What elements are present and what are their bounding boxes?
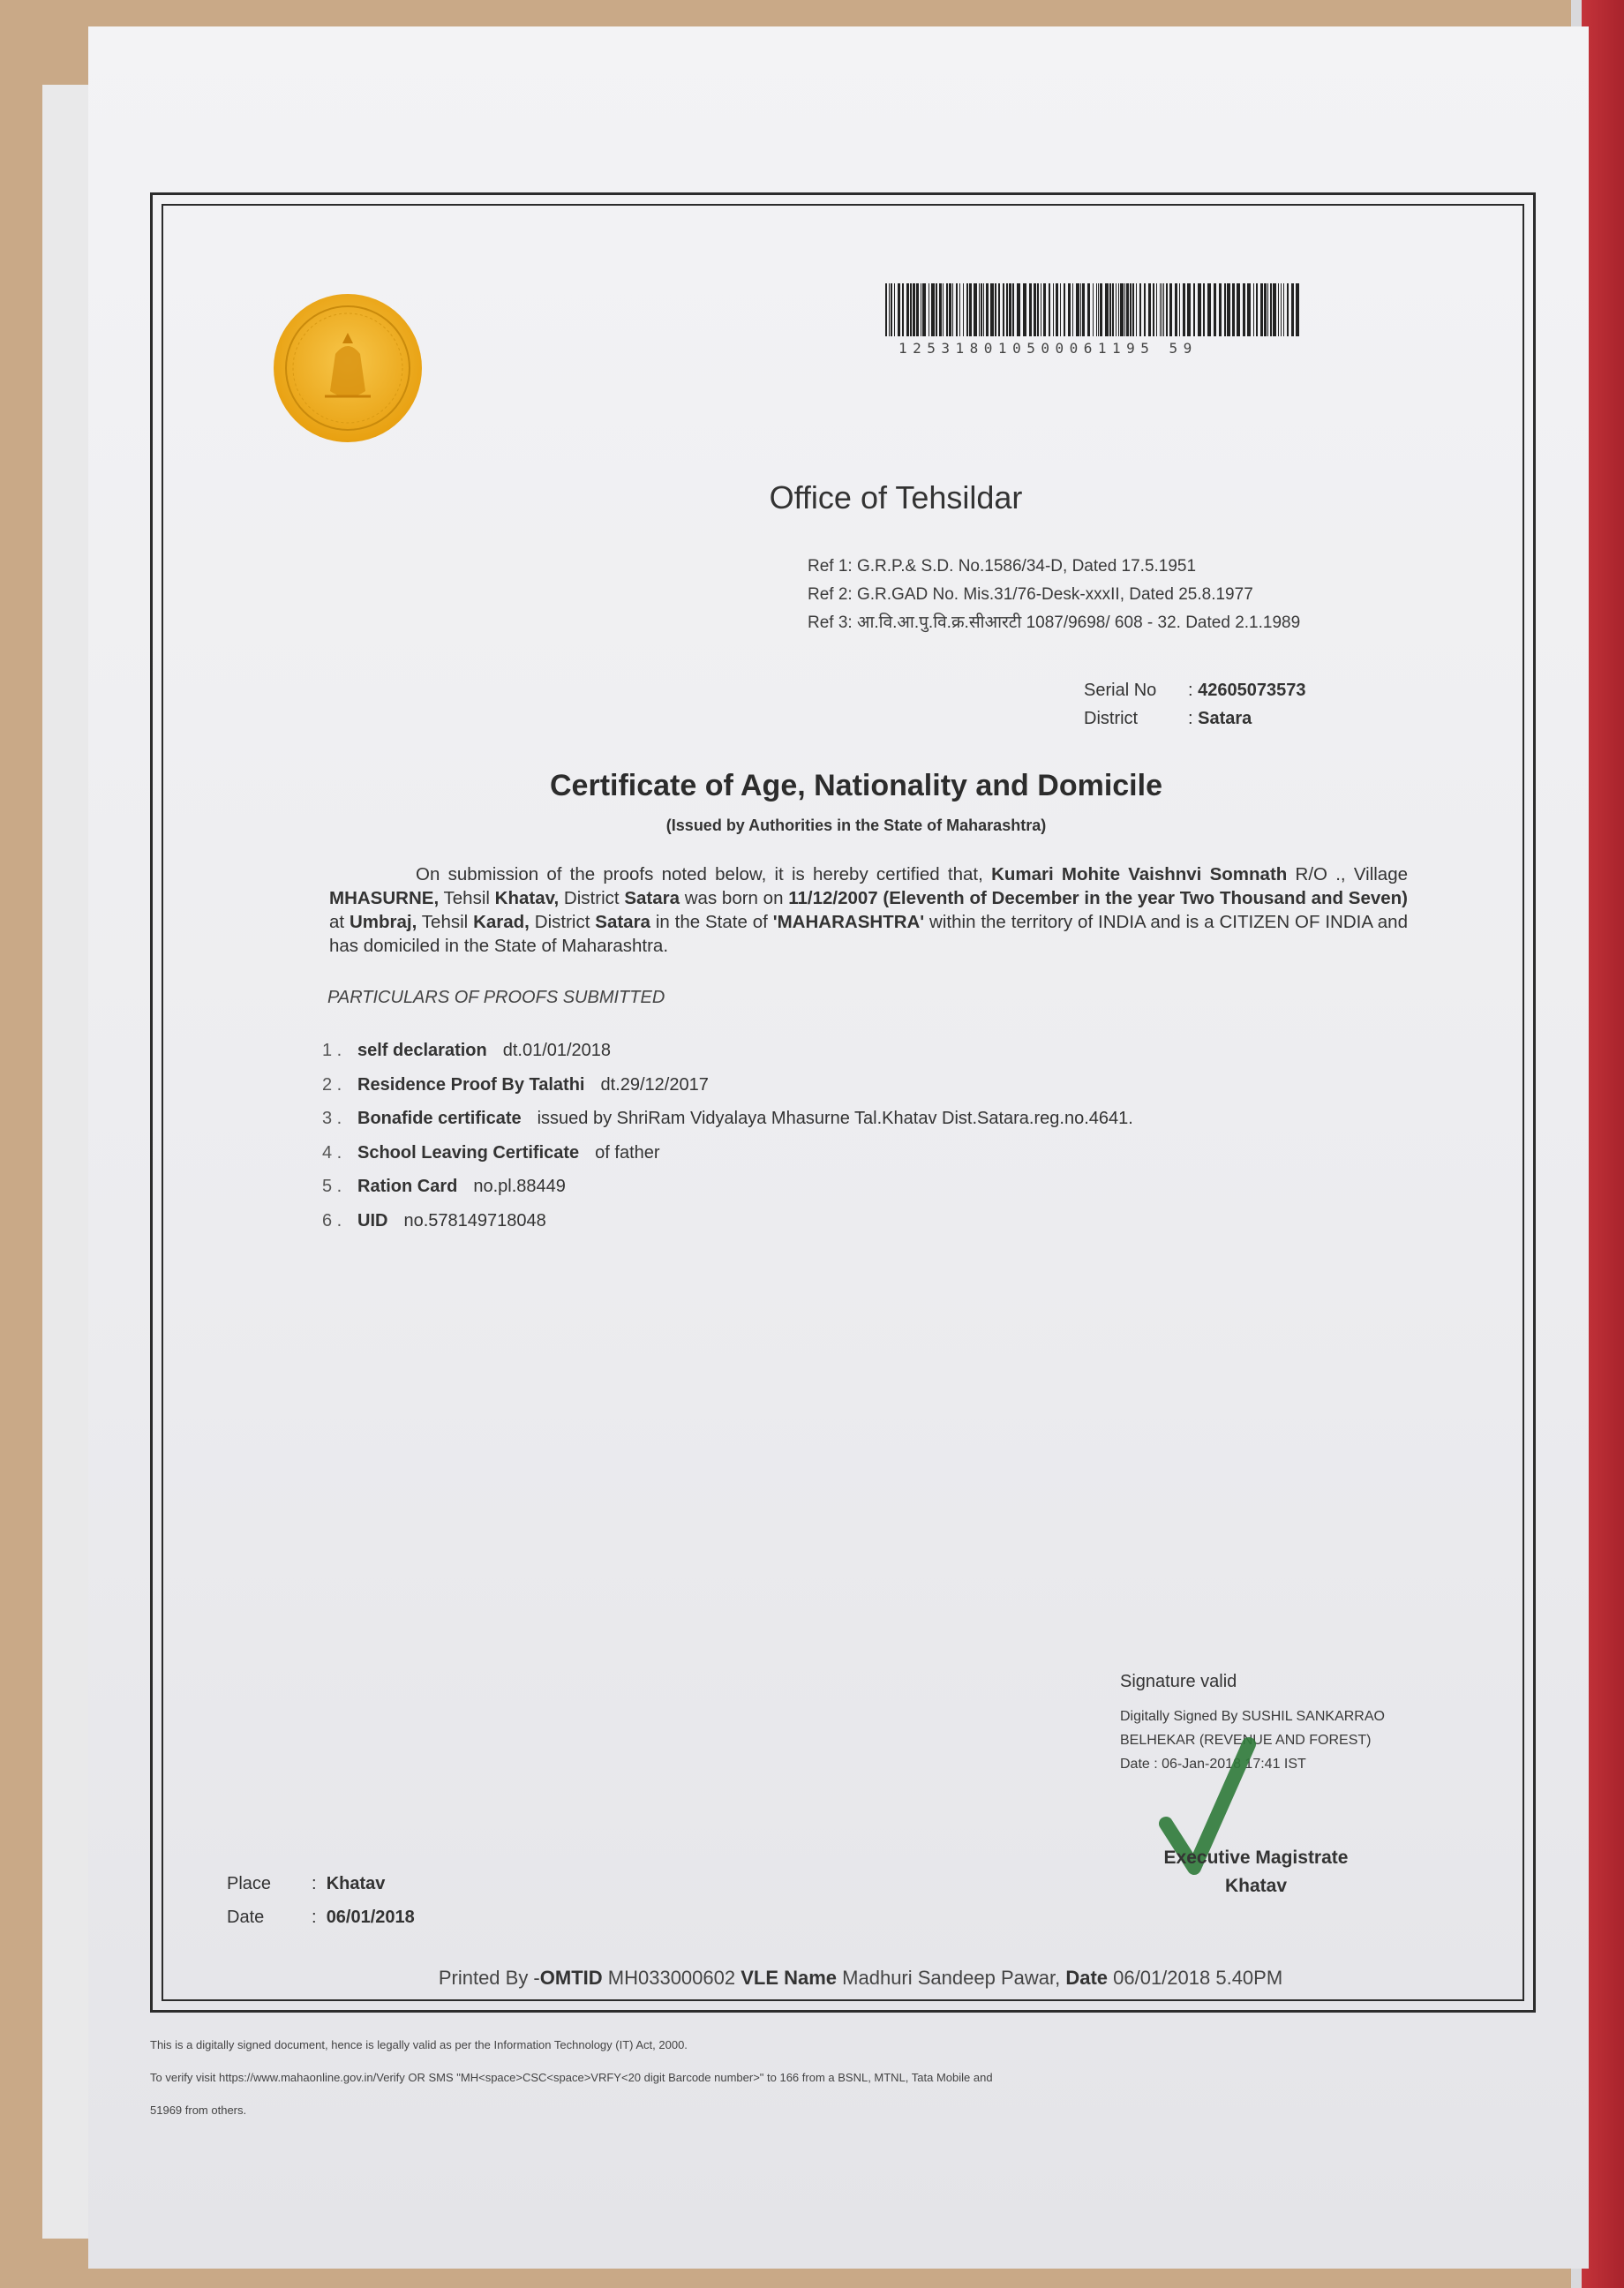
reference-line: Ref 1: G.R.P.& S.D. No.1586/34-D, Dated 17.5.1951 xyxy=(808,557,1197,576)
proof-detail: dt.29/12/2017 xyxy=(600,1074,709,1095)
barcode-bar xyxy=(1224,283,1226,336)
barcode-bar xyxy=(1183,283,1185,336)
barcode-bar xyxy=(1278,283,1279,336)
barcode-bar xyxy=(986,283,989,336)
barcode-bar xyxy=(1139,283,1141,336)
barcode-bar xyxy=(1219,283,1222,336)
barcode-bar xyxy=(943,283,944,336)
omtid-value: MH033000602 xyxy=(602,1967,741,1989)
maharashtra-seal-icon xyxy=(272,292,424,444)
barcode-bar xyxy=(1006,283,1008,336)
barcode-bar xyxy=(983,283,984,336)
barcode-bar xyxy=(1264,283,1267,336)
proof-detail: dt.01/01/2018 xyxy=(502,1041,612,1060)
barcode-bar xyxy=(1087,283,1090,336)
proof-number: 4 . xyxy=(322,1142,342,1163)
barcode-bar xyxy=(922,283,926,336)
proof-item xyxy=(322,1177,1133,1211)
barcode-bar xyxy=(1203,283,1205,336)
authority-title: Executive Magistrate xyxy=(1163,1848,1349,1868)
barcode-bar xyxy=(889,283,890,336)
body-text: within the territory of INDIA and is a CITIZEN OF INDIA and has domiciled in the State of Maharashtra. xyxy=(329,912,1408,956)
barcode-bar xyxy=(1296,283,1299,336)
barcode-bar xyxy=(1166,283,1168,336)
barcode-bar xyxy=(1291,283,1294,336)
barcode-bar xyxy=(1072,283,1073,336)
office-title: Office of Tehsildar xyxy=(769,479,1023,516)
barcode-bar xyxy=(1068,283,1071,336)
proof-detail: of father xyxy=(595,1142,660,1163)
barcode-bar xyxy=(1105,283,1109,336)
reference-list xyxy=(808,553,1300,637)
barcode-bar xyxy=(974,283,977,336)
proof-item xyxy=(322,1211,1133,1246)
proof-item xyxy=(322,1143,1133,1178)
barcode-bar xyxy=(1273,283,1276,336)
proof-detail: issued by ShriRam Vidyalaya Mhasurne Tal.Khatav Dist.Satara.reg.no.4641. xyxy=(537,1109,1133,1128)
barcode-bar xyxy=(998,283,1000,336)
barcode-bar xyxy=(963,283,964,336)
barcode-bar xyxy=(910,283,912,336)
printed-by-line xyxy=(153,1955,1533,2001)
barcode-bar xyxy=(1260,283,1263,336)
proof-number: 5 . xyxy=(322,1177,342,1196)
place-label: Place xyxy=(227,1874,272,1893)
barcode-bar xyxy=(891,283,892,336)
barcode-bar xyxy=(1056,283,1058,336)
proof-item xyxy=(322,1109,1133,1143)
body-text: Tehsil xyxy=(417,912,474,932)
footer-line: This is a digitally signed document, hence is legally valid as per the Information Technology (IT) Act, 2000. xyxy=(150,2038,688,2051)
barcode-bar xyxy=(1023,283,1026,336)
barcode-bar xyxy=(1080,283,1081,336)
state-name: 'MAHARASHTRA' xyxy=(772,912,925,932)
reference-line: Ref 2: G.R.GAD No. Mis.31/76-Desk-xxxII, Dated 25.8.1977 xyxy=(808,585,1253,604)
district-name: Satara xyxy=(624,888,680,908)
signature-line: Digitally Signed By SUSHIL SANKARRAO xyxy=(1120,1709,1385,1724)
proof-number: 2 . xyxy=(322,1074,342,1095)
barcode-bar xyxy=(1109,283,1111,336)
body-text: Tehsil xyxy=(439,888,495,908)
barcode-bar xyxy=(885,283,887,336)
certificate-title: Certificate of Age, Nationality and Domicile xyxy=(550,769,1162,802)
district-row xyxy=(1084,704,1305,733)
certificate-subtitle: (Issued by Authorities in the State of Maharashtra) xyxy=(665,817,1047,834)
barcode-bar xyxy=(1003,283,1004,336)
barcode-bar xyxy=(952,283,953,336)
barcode-bar xyxy=(949,283,951,336)
barcode-bar xyxy=(1076,283,1079,336)
barcode-bar xyxy=(1187,283,1191,336)
date-value: 06/01/2018 xyxy=(326,1908,415,1927)
body-text: On submission of the proofs noted below, it is hereby certified that, xyxy=(416,864,992,884)
barcode-bar xyxy=(981,283,982,336)
body-text: at xyxy=(329,912,350,932)
vle-label: VLE Name xyxy=(741,1967,838,1989)
barcode-bar xyxy=(1287,283,1289,336)
barcode-bar xyxy=(936,283,937,336)
proof-number: 3 . xyxy=(322,1109,342,1128)
barcode-bar xyxy=(1118,283,1119,336)
barcode-bar xyxy=(939,283,942,336)
barcode-bar xyxy=(1207,283,1211,336)
print-date-label: Date xyxy=(1065,1967,1109,1989)
print-date-value: 06/01/2018 5.40PM xyxy=(1108,1967,1283,1989)
barcode-number: 125318010500061195 59 xyxy=(898,340,1198,357)
barcode-bar xyxy=(1153,283,1154,336)
barcode-bar xyxy=(1029,283,1032,336)
body-text: was born on xyxy=(680,888,789,908)
barcode-bar xyxy=(1098,283,1099,336)
barcode-bar xyxy=(894,283,895,336)
barcode-bar xyxy=(966,283,968,336)
body-text: R/O ., Village xyxy=(1287,864,1409,884)
barcode-bar xyxy=(1096,283,1097,336)
barcode-bar xyxy=(898,283,900,336)
place-sep: : xyxy=(312,1874,317,1893)
proof-detail: no.pl.88449 xyxy=(473,1177,566,1196)
barcode-bar xyxy=(1247,283,1251,336)
barcode-bar xyxy=(1237,283,1240,336)
barcode-bar xyxy=(916,283,919,336)
barcode-bar xyxy=(1148,283,1151,336)
barcode xyxy=(885,283,1300,336)
barcode-bar xyxy=(1243,283,1245,336)
district-label: District xyxy=(1084,709,1139,728)
barcode-bar xyxy=(1179,283,1180,336)
barcode-bar xyxy=(1126,283,1129,336)
omtid-label: OMTID xyxy=(539,1967,603,1989)
barcode-bar xyxy=(1281,283,1282,336)
barcode-bar xyxy=(1082,283,1085,336)
barcode-bar xyxy=(1017,283,1020,336)
authority-place: Khatav xyxy=(1224,1876,1288,1896)
serial-value: 42605073573 xyxy=(1198,681,1306,700)
proof-label: Ration Card xyxy=(357,1177,458,1196)
date-row xyxy=(227,1900,415,1934)
barcode-bar xyxy=(931,283,935,336)
date-sep: : xyxy=(312,1908,317,1927)
district-sep: : xyxy=(1188,709,1193,728)
barcode-bar xyxy=(1037,283,1039,336)
barcode-bar xyxy=(1009,283,1011,336)
proof-number: 6 . xyxy=(322,1210,342,1231)
body-text: in the State of xyxy=(650,912,773,932)
serial-sep: : xyxy=(1188,681,1193,700)
barcode-bar xyxy=(913,283,915,336)
barcode-bar xyxy=(1193,283,1195,336)
barcode-bar xyxy=(1130,283,1132,336)
footer-line: 51969 from others. xyxy=(150,2104,247,2117)
barcode-bar xyxy=(1093,283,1094,336)
proof-number: 1 . xyxy=(322,1041,342,1060)
barcode-bar xyxy=(1064,283,1065,336)
barcode-bar xyxy=(1012,283,1014,336)
barcode-bar xyxy=(1124,283,1125,336)
body-text: District xyxy=(529,912,596,932)
barcode-bar xyxy=(1283,283,1284,336)
barcode-bar xyxy=(959,283,960,336)
barcode-bar xyxy=(1160,283,1161,336)
proof-label: Residence Proof By Talathi xyxy=(357,1074,585,1095)
barcode-bar xyxy=(1043,283,1046,336)
proof-detail: no.578149718048 xyxy=(403,1210,546,1231)
footer-line: To verify visit https://www.mahaonline.gov.in/Verify OR SMS "MH<space>CSC<space>VRFY<20 digit Barcode number>" to 166 from a BSNL, MTNL, Tata Mobile and xyxy=(150,2071,993,2084)
place-date-block xyxy=(227,1867,415,1934)
barcode-bar xyxy=(902,283,904,336)
barcode-bar xyxy=(1227,283,1230,336)
barcode-bar xyxy=(1049,283,1050,336)
signature-line: BELHEKAR (REVENUE AND FOREST) xyxy=(1120,1733,1372,1748)
birth-district: Satara xyxy=(595,912,650,932)
certificate-frame xyxy=(150,192,1536,2013)
particulars-heading: PARTICULARS OF PROOFS SUBMITTED xyxy=(327,988,665,1007)
body-text: District xyxy=(559,888,625,908)
authority-block xyxy=(1079,1844,1432,1900)
certification-paragraph xyxy=(329,862,1408,958)
barcode-bar xyxy=(1156,283,1157,336)
signature-line: Date : 06-Jan-2018 17:41 IST xyxy=(1120,1757,1306,1772)
birth-tehsil: Karad, xyxy=(473,912,530,932)
proof-label: Bonafide certificate xyxy=(357,1109,522,1128)
barcode-bar xyxy=(1198,283,1201,336)
proof-label: School Leaving Certificate xyxy=(357,1142,580,1163)
barcode-bar xyxy=(1232,283,1235,336)
serial-label: Serial No xyxy=(1084,681,1157,700)
barcode-bar xyxy=(1214,283,1216,336)
reference-line: Ref 3: आ.वि.आ.पु.वि.क्र.सीआरटी 1087/9698/ 608 - 32. Dated 2.1.1989 xyxy=(808,613,1301,632)
barcode-bar xyxy=(1053,283,1054,336)
barcode-bar xyxy=(969,283,972,336)
proof-item xyxy=(322,1075,1133,1110)
place-row xyxy=(227,1867,415,1900)
barcode-bar xyxy=(1144,283,1146,336)
barcode-bar xyxy=(1163,283,1164,336)
applicant-name: Kumari Mohite Vaishnvi Somnath xyxy=(991,864,1288,884)
barcode-bar xyxy=(990,283,994,336)
serial-district-block xyxy=(1084,676,1305,733)
signature-valid-label: Signature valid xyxy=(1120,1672,1237,1691)
printed-prefix: Printed By - xyxy=(438,1967,540,1989)
barcode-bar xyxy=(906,283,909,336)
date-of-birth: 11/12/2007 (Eleventh of December in the year Two Thousand and Seven) xyxy=(788,888,1409,908)
vle-value: Madhuri Sandeep Pawar, xyxy=(837,1967,1066,1989)
barcode-bar xyxy=(979,283,980,336)
barcode-bar xyxy=(1169,283,1172,336)
barcode-bar xyxy=(1175,283,1177,336)
proofs-list xyxy=(322,1041,1133,1245)
barcode-bar xyxy=(995,283,996,336)
serial-row xyxy=(1084,676,1305,704)
date-label: Date xyxy=(227,1908,265,1927)
barcode-bar xyxy=(1112,283,1114,336)
district-value: Satara xyxy=(1198,709,1252,728)
barcode-bar xyxy=(1060,283,1061,336)
birth-place: Umbraj, xyxy=(349,912,417,932)
proof-label: self declaration xyxy=(357,1041,487,1060)
barcode-bar xyxy=(1132,283,1134,336)
barcode-bar xyxy=(1253,283,1254,336)
certificate-page xyxy=(88,26,1589,2269)
barcode-bar xyxy=(946,283,948,336)
proof-item xyxy=(322,1041,1133,1075)
barcode-bar xyxy=(1120,283,1124,336)
barcode-bar xyxy=(1034,283,1036,336)
barcode-bar xyxy=(1256,283,1258,336)
barcode-bar xyxy=(1136,283,1137,336)
barcode-bar xyxy=(1267,283,1268,336)
place-value: Khatav xyxy=(326,1874,386,1893)
barcode-bar xyxy=(1100,283,1102,336)
tehsil-name: Khatav, xyxy=(494,888,560,908)
village-name: MHASURNE, xyxy=(329,888,440,908)
barcode-bar xyxy=(1270,283,1272,336)
proof-label: UID xyxy=(357,1210,388,1231)
barcode-bar xyxy=(956,283,958,336)
verification-footer xyxy=(150,2028,1598,2126)
